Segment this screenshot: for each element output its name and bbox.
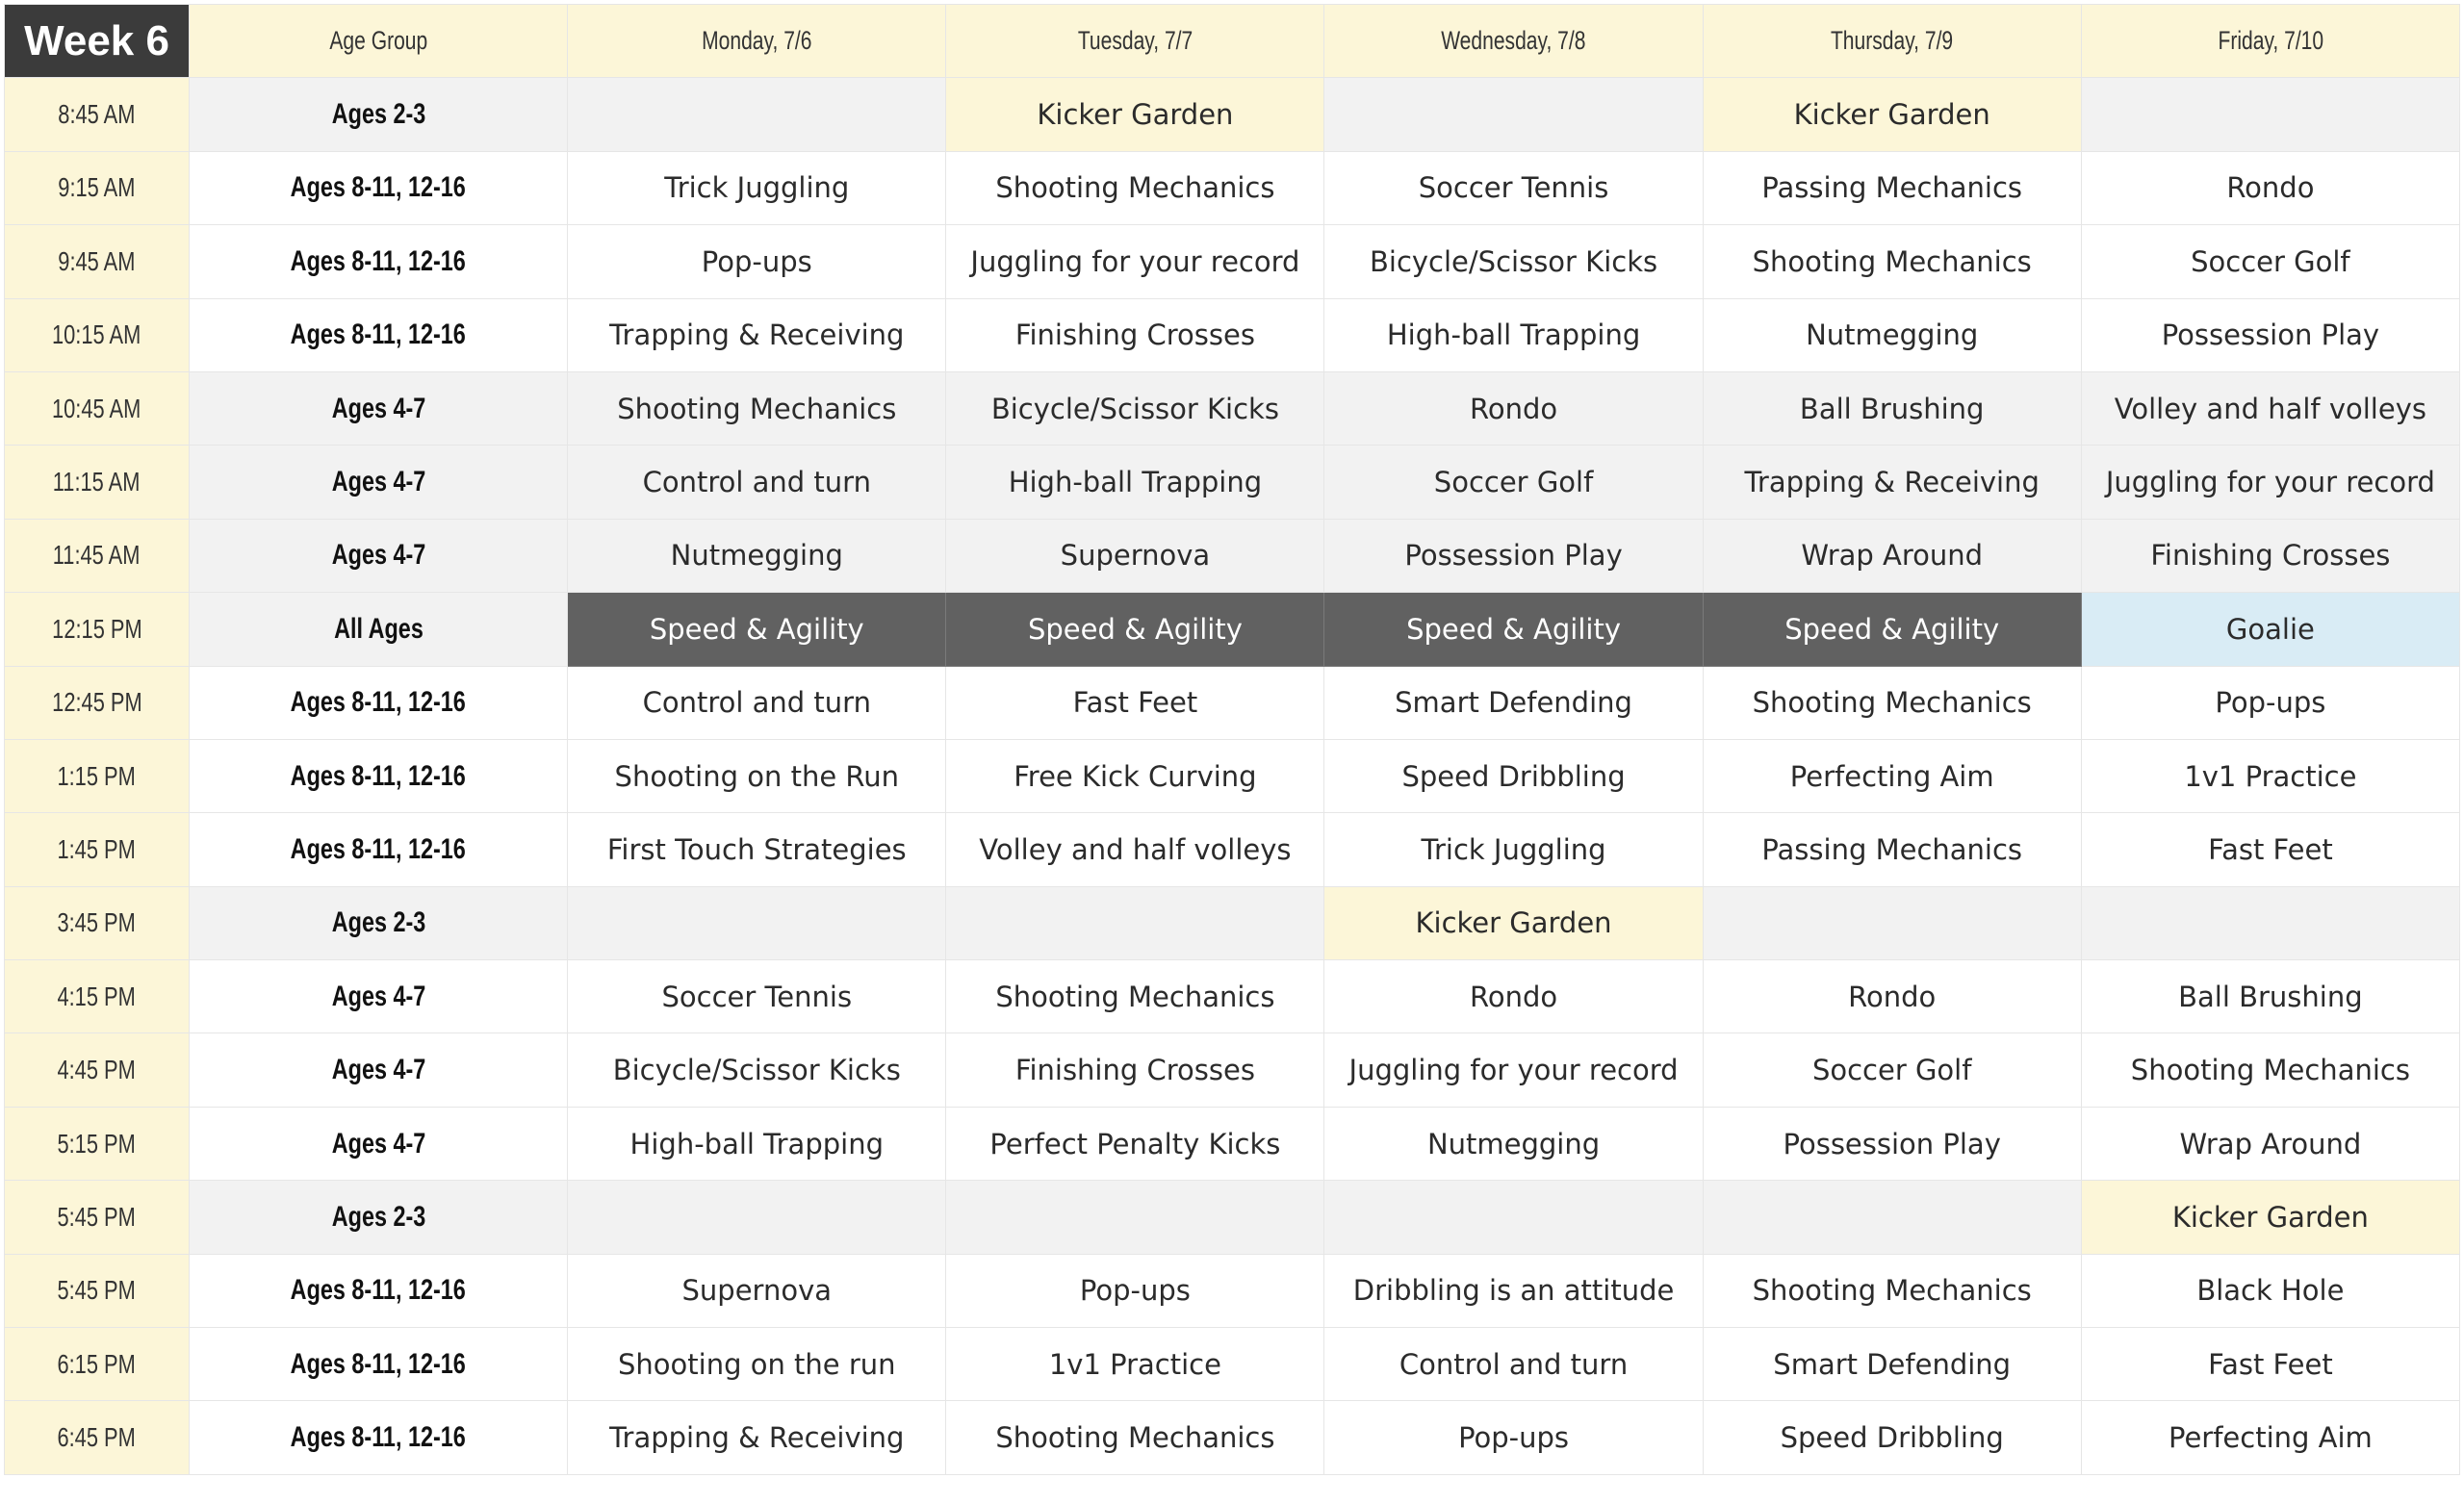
activity-cell-tuesday: Free Kick Curving: [946, 739, 1324, 812]
time-cell: 12:45 PM: [5, 666, 190, 739]
activity-cell-tuesday: Finishing Crosses: [946, 298, 1324, 371]
table-row: [5, 225, 2460, 298]
day-header-friday: Friday, 7/10: [2081, 5, 2459, 78]
activity-cell-thursday: Passing Mechanics: [1703, 813, 2081, 886]
activity-cell-tuesday: Shooting Mechanics: [946, 1401, 1324, 1474]
activity-cell-thursday: Speed & Agility: [1703, 593, 2081, 666]
activity-cell-wednesday: Speed Dribbling: [1324, 739, 1703, 812]
activity-cell-friday: Finishing Crosses: [2081, 519, 2459, 592]
schedule-table: [4, 4, 2460, 1475]
age-group-cell: Ages 4-7: [190, 519, 568, 592]
activity-cell-wednesday: Possession Play: [1324, 519, 1703, 592]
age-group-cell: Ages 8-11, 12-16: [190, 1254, 568, 1327]
table-row: [5, 960, 2460, 1033]
activity-cell-thursday: Soccer Golf: [1703, 1033, 2081, 1107]
activity-cell-tuesday: Pop-ups: [946, 1254, 1324, 1327]
time-cell: 11:15 AM: [5, 446, 190, 519]
activity-cell-friday: Volley and half volleys: [2081, 371, 2459, 445]
activity-cell-tuesday: Bicycle/Scissor Kicks: [946, 371, 1324, 445]
activity-cell-friday: Black Hole: [2081, 1254, 2459, 1327]
activity-cell-wednesday: [1324, 78, 1703, 151]
age-group-cell: Ages 8-11, 12-16: [190, 298, 568, 371]
activity-cell-wednesday: High-ball Trapping: [1324, 298, 1703, 371]
activity-cell-thursday: Rondo: [1703, 960, 2081, 1033]
activity-cell-friday: [2081, 78, 2459, 151]
activity-cell-tuesday: Shooting Mechanics: [946, 960, 1324, 1033]
activity-cell-monday: Shooting on the Run: [568, 739, 946, 812]
time-cell: 9:15 AM: [5, 151, 190, 224]
time-cell: 6:15 PM: [5, 1328, 190, 1401]
activity-cell-wednesday: Bicycle/Scissor Kicks: [1324, 225, 1703, 298]
age-group-cell: Ages 4-7: [190, 1033, 568, 1107]
activity-cell-friday: 1v1 Practice: [2081, 739, 2459, 812]
activity-cell-thursday: Kicker Garden: [1703, 78, 2081, 151]
activity-cell-friday: Goalie: [2081, 593, 2459, 666]
activity-cell-tuesday: 1v1 Practice: [946, 1328, 1324, 1401]
activity-cell-thursday: Wrap Around: [1703, 519, 2081, 592]
table-row: [5, 593, 2460, 666]
activity-cell-monday: [568, 1181, 946, 1254]
table-row: [5, 78, 2460, 151]
age-group-cell: Ages 4-7: [190, 446, 568, 519]
activity-cell-wednesday: Soccer Golf: [1324, 446, 1703, 519]
activity-cell-wednesday: Dribbling is an attitude: [1324, 1254, 1703, 1327]
table-row: [5, 1401, 2460, 1474]
activity-cell-wednesday: Soccer Tennis: [1324, 151, 1703, 224]
activity-cell-friday: Ball Brushing: [2081, 960, 2459, 1033]
day-header-tuesday: Tuesday, 7/7: [946, 5, 1324, 78]
activity-cell-wednesday: Kicker Garden: [1324, 886, 1703, 959]
activity-cell-friday: Juggling for your record: [2081, 446, 2459, 519]
table-row: [5, 1328, 2460, 1401]
activity-cell-friday: Soccer Golf: [2081, 225, 2459, 298]
age-group-cell: Ages 8-11, 12-16: [190, 666, 568, 739]
activity-cell-thursday: Passing Mechanics: [1703, 151, 2081, 224]
activity-cell-tuesday: Volley and half volleys: [946, 813, 1324, 886]
activity-cell-monday: Pop-ups: [568, 225, 946, 298]
activity-cell-wednesday: Rondo: [1324, 371, 1703, 445]
activity-cell-monday: Shooting Mechanics: [568, 371, 946, 445]
activity-cell-wednesday: [1324, 1181, 1703, 1254]
age-group-cell: Ages 8-11, 12-16: [190, 739, 568, 812]
time-cell: 8:45 AM: [5, 78, 190, 151]
activity-cell-monday: Speed & Agility: [568, 593, 946, 666]
week-label: Week 6: [5, 5, 190, 78]
activity-cell-friday: Rondo: [2081, 151, 2459, 224]
activity-cell-thursday: Trapping & Receiving: [1703, 446, 2081, 519]
table-row: [5, 666, 2460, 739]
activity-cell-monday: High-ball Trapping: [568, 1107, 946, 1180]
activity-cell-monday: Control and turn: [568, 666, 946, 739]
time-cell: 10:15 AM: [5, 298, 190, 371]
table-row: [5, 886, 2460, 959]
activity-cell-monday: Trick Juggling: [568, 151, 946, 224]
activity-cell-monday: Trapping & Receiving: [568, 1401, 946, 1474]
table-row: [5, 151, 2460, 224]
activity-cell-tuesday: Speed & Agility: [946, 593, 1324, 666]
activity-cell-monday: Bicycle/Scissor Kicks: [568, 1033, 946, 1107]
activity-cell-tuesday: High-ball Trapping: [946, 446, 1324, 519]
activity-cell-friday: Kicker Garden: [2081, 1181, 2459, 1254]
time-cell: 1:15 PM: [5, 739, 190, 812]
activity-cell-thursday: Ball Brushing: [1703, 371, 2081, 445]
activity-cell-thursday: [1703, 1181, 2081, 1254]
age-group-cell: All Ages: [190, 593, 568, 666]
activity-cell-monday: Nutmegging: [568, 519, 946, 592]
activity-cell-friday: Wrap Around: [2081, 1107, 2459, 1180]
time-cell: 5:45 PM: [5, 1254, 190, 1327]
activity-cell-monday: Soccer Tennis: [568, 960, 946, 1033]
activity-cell-friday: Fast Feet: [2081, 813, 2459, 886]
activity-cell-thursday: Shooting Mechanics: [1703, 225, 2081, 298]
activity-cell-friday: [2081, 886, 2459, 959]
activity-cell-wednesday: Juggling for your record: [1324, 1033, 1703, 1107]
activity-cell-thursday: Speed Dribbling: [1703, 1401, 2081, 1474]
activity-cell-tuesday: [946, 1181, 1324, 1254]
time-cell: 9:45 AM: [5, 225, 190, 298]
activity-cell-monday: Trapping & Receiving: [568, 298, 946, 371]
activity-cell-tuesday: [946, 886, 1324, 959]
age-group-cell: Ages 8-11, 12-16: [190, 151, 568, 224]
activity-cell-tuesday: Shooting Mechanics: [946, 151, 1324, 224]
activity-cell-tuesday: Supernova: [946, 519, 1324, 592]
activity-cell-wednesday: Control and turn: [1324, 1328, 1703, 1401]
activity-cell-friday: Shooting Mechanics: [2081, 1033, 2459, 1107]
activity-cell-wednesday: Trick Juggling: [1324, 813, 1703, 886]
age-group-cell: Ages 8-11, 12-16: [190, 813, 568, 886]
table-row: [5, 1033, 2460, 1107]
activity-cell-wednesday: Rondo: [1324, 960, 1703, 1033]
age-group-cell: Ages 2-3: [190, 1181, 568, 1254]
age-group-cell: Ages 2-3: [190, 78, 568, 151]
activity-cell-monday: Shooting on the run: [568, 1328, 946, 1401]
activity-cell-friday: Pop-ups: [2081, 666, 2459, 739]
time-cell: 4:15 PM: [5, 960, 190, 1033]
activity-cell-friday: Perfecting Aim: [2081, 1401, 2459, 1474]
time-cell: 4:45 PM: [5, 1033, 190, 1107]
time-cell: 10:45 AM: [5, 371, 190, 445]
table-row: [5, 1254, 2460, 1327]
age-group-cell: Ages 8-11, 12-16: [190, 225, 568, 298]
day-header-monday: Monday, 7/6: [568, 5, 946, 78]
activity-cell-tuesday: Perfect Penalty Kicks: [946, 1107, 1324, 1180]
activity-cell-wednesday: Smart Defending: [1324, 666, 1703, 739]
day-header-wednesday: Wednesday, 7/8: [1324, 5, 1703, 78]
time-cell: 5:45 PM: [5, 1181, 190, 1254]
activity-cell-thursday: Possession Play: [1703, 1107, 2081, 1180]
time-cell: 5:15 PM: [5, 1107, 190, 1180]
activity-cell-monday: First Touch Strategies: [568, 813, 946, 886]
table-row: [5, 371, 2460, 445]
age-group-cell: Ages 2-3: [190, 886, 568, 959]
schedule-body: [5, 78, 2460, 1474]
activity-cell-thursday: Smart Defending: [1703, 1328, 2081, 1401]
age-group-cell: Ages 4-7: [190, 960, 568, 1033]
activity-cell-tuesday: Finishing Crosses: [946, 1033, 1324, 1107]
activity-cell-wednesday: Pop-ups: [1324, 1401, 1703, 1474]
activity-cell-thursday: [1703, 886, 2081, 959]
table-row: [5, 298, 2460, 371]
time-cell: 1:45 PM: [5, 813, 190, 886]
activity-cell-friday: Fast Feet: [2081, 1328, 2459, 1401]
activity-cell-thursday: Nutmegging: [1703, 298, 2081, 371]
activity-cell-friday: Possession Play: [2081, 298, 2459, 371]
time-cell: 11:45 AM: [5, 519, 190, 592]
header-row: [5, 5, 2460, 78]
table-row: [5, 1181, 2460, 1254]
activity-cell-tuesday: Fast Feet: [946, 666, 1324, 739]
table-row: [5, 739, 2460, 812]
activity-cell-monday: [568, 886, 946, 959]
table-row: [5, 519, 2460, 592]
activity-cell-wednesday: Speed & Agility: [1324, 593, 1703, 666]
time-cell: 3:45 PM: [5, 886, 190, 959]
table-row: [5, 446, 2460, 519]
activity-cell-monday: Supernova: [568, 1254, 946, 1327]
age-group-cell: Ages 4-7: [190, 1107, 568, 1180]
activity-cell-monday: Control and turn: [568, 446, 946, 519]
activity-cell-tuesday: Kicker Garden: [946, 78, 1324, 151]
time-cell: 12:15 PM: [5, 593, 190, 666]
activity-cell-thursday: Shooting Mechanics: [1703, 666, 2081, 739]
table-row: [5, 1107, 2460, 1180]
age-group-cell: Ages 8-11, 12-16: [190, 1401, 568, 1474]
time-cell: 6:45 PM: [5, 1401, 190, 1474]
activity-cell-monday: [568, 78, 946, 151]
table-row: [5, 813, 2460, 886]
day-header-thursday: Thursday, 7/9: [1703, 5, 2081, 78]
activity-cell-thursday: Perfecting Aim: [1703, 739, 2081, 812]
age-group-cell: Ages 8-11, 12-16: [190, 1328, 568, 1401]
activity-cell-wednesday: Nutmegging: [1324, 1107, 1703, 1180]
age-group-cell: Ages 4-7: [190, 371, 568, 445]
activity-cell-thursday: Shooting Mechanics: [1703, 1254, 2081, 1327]
activity-cell-tuesday: Juggling for your record: [946, 225, 1324, 298]
age-group-header: Age Group: [190, 5, 568, 78]
